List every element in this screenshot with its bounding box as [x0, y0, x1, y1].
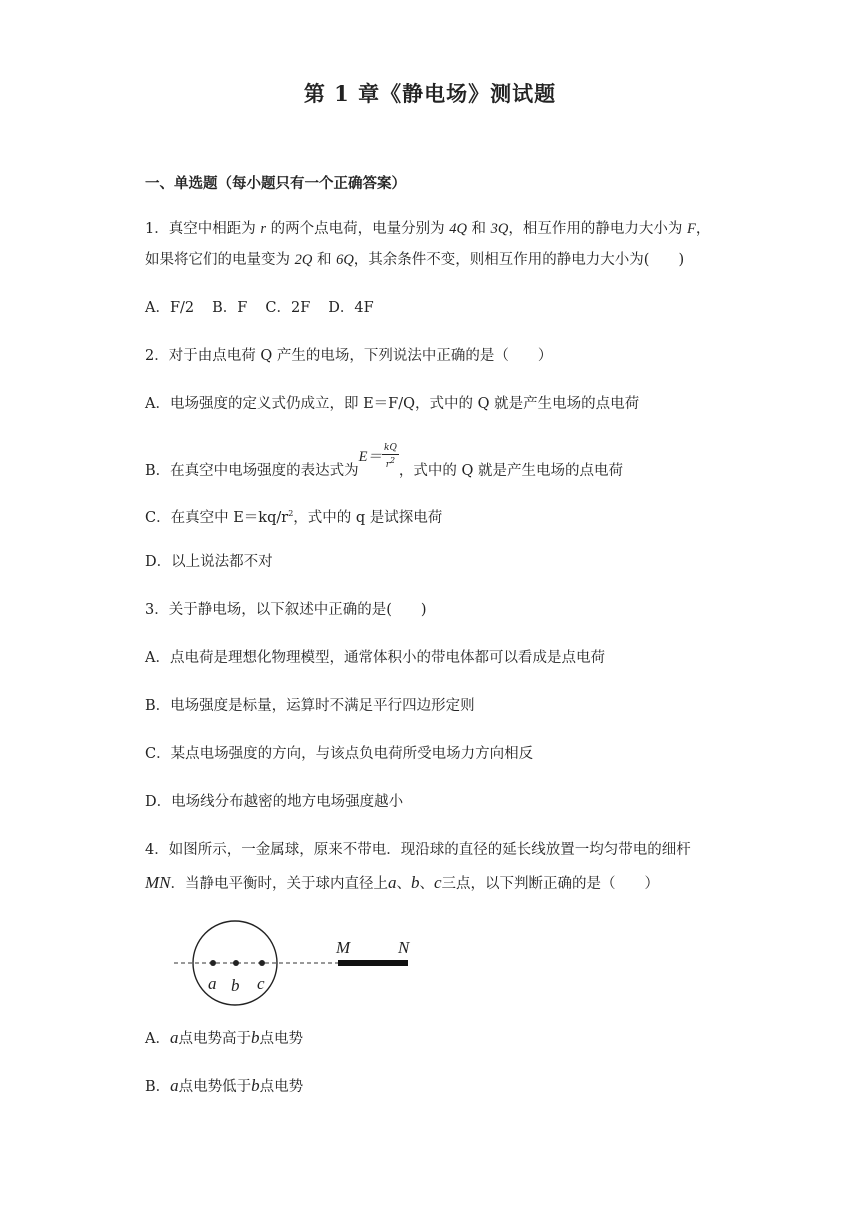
q2-option-d: D．以上说法都不对 — [145, 554, 273, 570]
section-heading-single-choice: 一、单选题（每小题只有一个正确答案） — [145, 175, 406, 192]
q4-option-b-point-a: a — [170, 1076, 179, 1095]
q4-option-a-point-b: b — [250, 1028, 260, 1047]
q1-charge-2q: 2Q — [294, 252, 313, 268]
question-4-line-1: 4．如图所示，一金属球，原来不带电．现沿球的直径的延长线放置一均匀带电的细杆 — [145, 842, 691, 858]
q4-sep: 、 — [419, 876, 434, 892]
q4-point-a: a — [388, 873, 397, 892]
q1-text: ，其余条件不变，则相互作用的静电力大小为( ) — [353, 252, 685, 268]
q4-figure-label-b: b — [231, 976, 240, 995]
q4-text: 三点，以下判断正确的是（ ） — [441, 876, 660, 892]
q1-option-a: A．F/2 — [145, 300, 195, 316]
q4-text: ．当静电平衡时，关于球内直径上 — [170, 876, 388, 892]
q4-figure-label-n: N — [398, 938, 410, 957]
q1-charge-3q: 3Q — [490, 221, 509, 237]
question-4-line-2 — [145, 873, 659, 894]
q2-formula-lhs: E＝ — [358, 449, 383, 465]
q4-option-a-point-a: a — [169, 1028, 179, 1047]
q3-option-c: C．某点电场强度的方向，与该点负电荷所受电场力方向相反 — [145, 746, 534, 762]
q4-option-b-point-b: b — [251, 1076, 260, 1095]
q2-option-c-text: C．在真空中 E＝kq/r — [145, 509, 289, 526]
q3-option-a: A．点电荷是理想化物理模型，通常体积小的带电体都可以看成是点电荷 — [145, 650, 605, 666]
q4-option-a — [145, 1028, 303, 1049]
question-1-options — [145, 298, 392, 318]
q1-text: 1．真空中相距为 — [145, 221, 261, 237]
q2-option-b — [145, 443, 623, 485]
q4-figure-rod — [338, 960, 408, 966]
q1-option-c: C．2F — [265, 300, 311, 316]
q4-figure-dot-b — [233, 960, 239, 966]
q1-option-b: B．F — [212, 300, 248, 316]
q4-sep: 、 — [396, 876, 411, 892]
q4-point-c: c — [434, 873, 442, 892]
q4-figure-dot-a — [210, 960, 216, 966]
q1-text: ，相互作用的静电力大小为 — [508, 221, 688, 237]
q1-text: 的两个点电荷，电量分别为 — [266, 221, 450, 237]
q4-figure-label-c: c — [257, 974, 265, 993]
q2-option-a: A．电场强度的定义式仍成立，即 E＝F/Q，式中的 Q 就是产生电场的点电荷 — [145, 396, 640, 412]
q4-option-a-text: 点电势高于 — [178, 1031, 251, 1047]
q3-option-d: D．电场线分布越密的地方电场强度越小 — [145, 794, 404, 810]
q2-option-b-text: B．在真空中电场强度的表达式为 — [145, 463, 359, 479]
q4-figure-label-m: M — [336, 938, 351, 957]
q4-option-b — [145, 1076, 303, 1097]
q1-var-r: r — [260, 221, 266, 237]
q1-var-f: F — [687, 221, 696, 237]
q2-formula-fraction — [382, 443, 399, 471]
question-2-stem: 2．对于由点电荷 Q 产生的电场，下列说法中正确的是（ ） — [145, 348, 553, 364]
q1-text: ， — [695, 221, 711, 237]
q4-option-b-text: 点电势低于 — [178, 1079, 252, 1095]
q2-formula-numerator: kQ — [384, 443, 397, 453]
q4-option-a-label: A． — [145, 1031, 170, 1047]
q1-text: 如果将它们的电量变为 — [145, 252, 295, 268]
q4-option-b-label: B． — [145, 1079, 171, 1095]
q2-option-c-text-2: ，式中的 q 是试探电荷 — [293, 509, 443, 526]
q4-figure — [170, 915, 420, 1007]
q4-option-a-text-2: 点电势 — [259, 1031, 303, 1047]
q4-option-b-text-2: 点电势 — [259, 1079, 304, 1095]
q2-formula-denominator: r2 — [385, 456, 396, 470]
q2-option-c-sup: 2 — [288, 509, 294, 518]
q4-point-b: b — [411, 873, 420, 892]
q4-figure-label-a: a — [208, 974, 217, 993]
q1-option-d: D．4F — [328, 300, 374, 316]
question-1-line-2 — [145, 250, 684, 270]
q4-figure-dot-c — [259, 960, 265, 966]
page-title: 第 1 章《静电场》测试题 — [303, 81, 557, 106]
q1-text: 和 — [466, 221, 491, 237]
q4-rod-mn: MN — [145, 873, 171, 892]
q3-option-b: B．电场强度是标量，运算时不满足平行四边形定则 — [145, 698, 475, 714]
question-1-line-1 — [145, 219, 710, 239]
q1-text: 和 — [312, 252, 337, 268]
question-3-stem: 3．关于静电场，以下叙述中正确的是( ) — [145, 602, 427, 618]
q1-charge-4q: 4Q — [449, 221, 467, 237]
q2-option-b-text-2: ，式中的 Q 就是产生电场的点电荷 — [398, 463, 623, 479]
q1-charge-6q: 6Q — [336, 252, 354, 268]
q2-option-c — [145, 504, 442, 528]
